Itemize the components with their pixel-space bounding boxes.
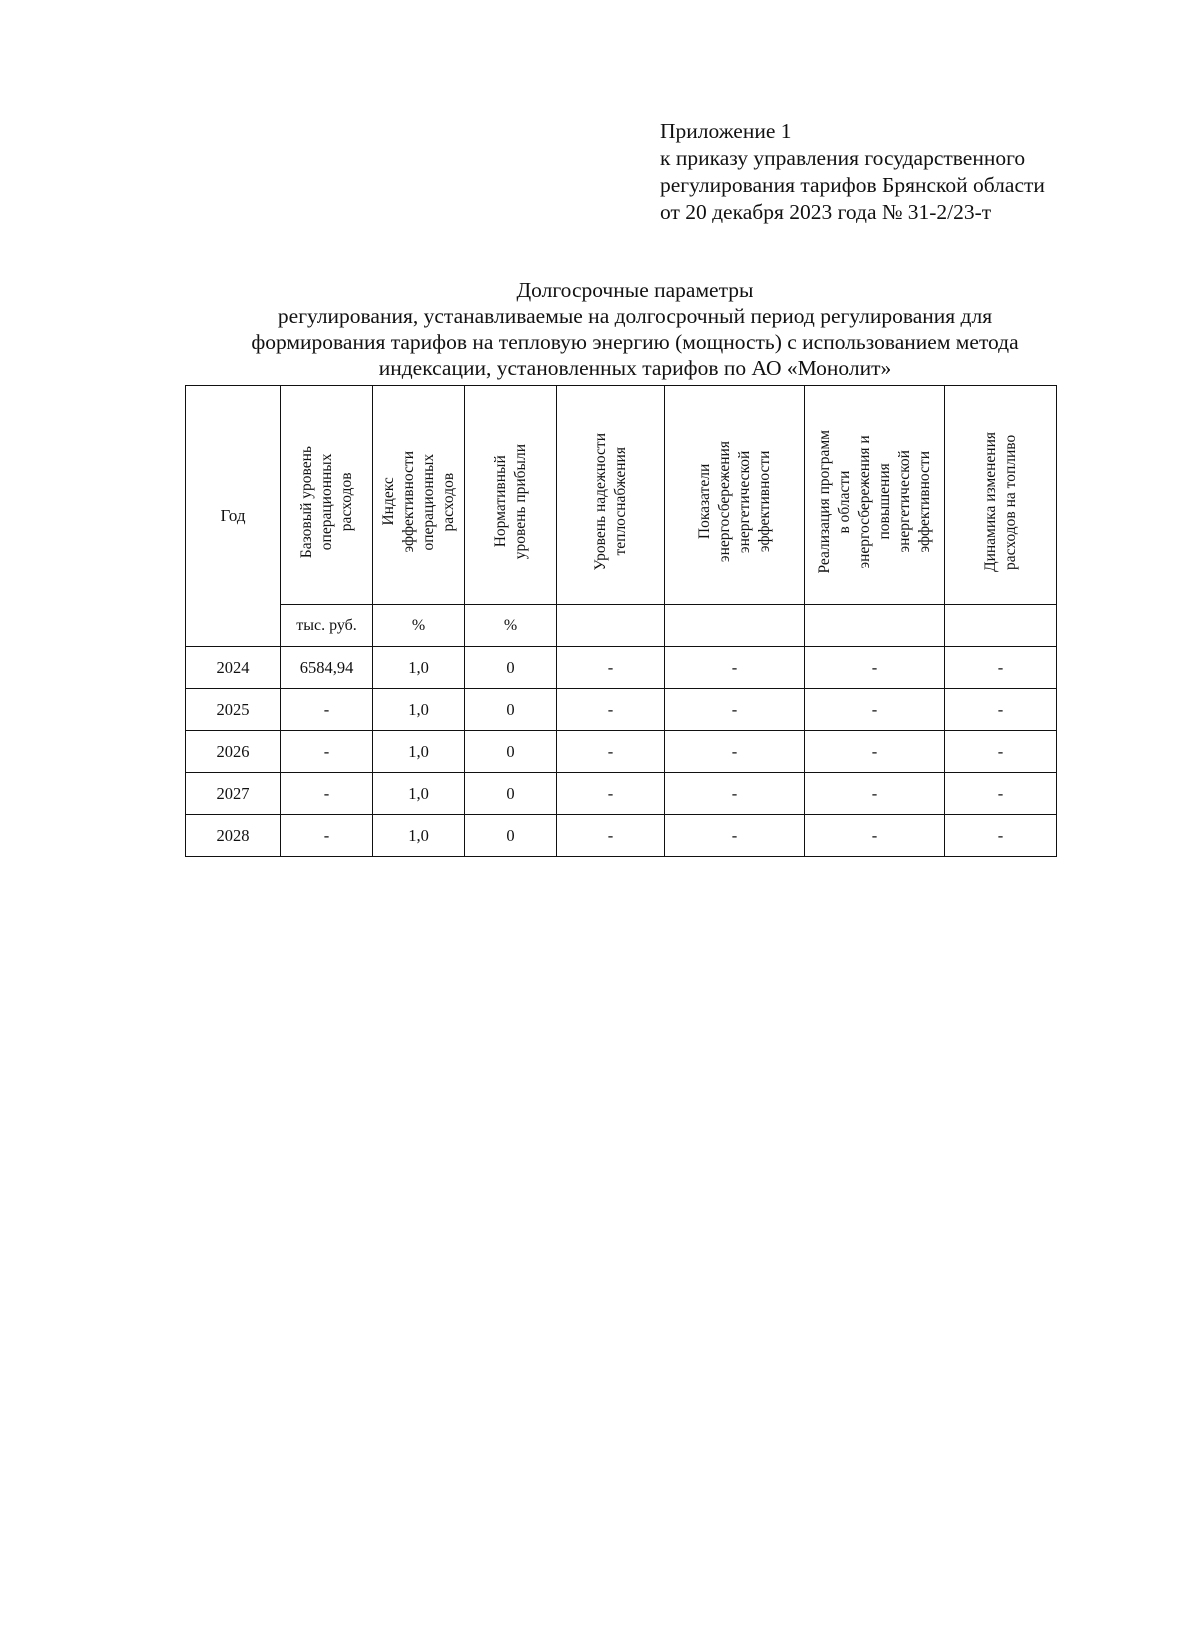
year-cell: 2027	[186, 773, 281, 815]
column-header	[945, 386, 1057, 605]
table-cell: 0	[465, 647, 557, 689]
table-row	[186, 647, 1057, 689]
appendix-line: Приложение 1	[660, 119, 792, 143]
table-cell: 1,0	[373, 731, 465, 773]
table-cell: -	[557, 731, 665, 773]
column-header	[465, 386, 557, 605]
table-cell: -	[557, 773, 665, 815]
table-cell: -	[805, 689, 945, 731]
year-cell: 2028	[186, 815, 281, 857]
table-cell: -	[665, 689, 805, 731]
table-cell: 0	[465, 815, 557, 857]
year-column-header: Год	[186, 386, 281, 647]
unit-cell: %	[465, 605, 557, 647]
column-header	[665, 386, 805, 605]
table-cell: 1,0	[373, 773, 465, 815]
column-header-label: Базовый уровень операционных расходов	[297, 445, 355, 559]
table-cell: -	[805, 815, 945, 857]
table-cell: -	[665, 815, 805, 857]
column-header-label: Динамика изменения расходов на топливо	[981, 432, 1019, 572]
table-cell: -	[805, 731, 945, 773]
year-cell: 2024	[186, 647, 281, 689]
table-cell: 0	[465, 773, 557, 815]
column-header-label: Уровень надежности теплоснабжения	[591, 433, 629, 571]
table-cell: -	[805, 773, 945, 815]
appendix-line: от 20 декабря 2023 года № 31-2/23-т	[660, 200, 992, 224]
unit-cell	[945, 605, 1057, 647]
appendix-reference	[660, 118, 1180, 226]
table-cell: -	[281, 731, 373, 773]
table-cell: -	[665, 773, 805, 815]
table-header-row	[186, 386, 1057, 605]
table-cell: -	[557, 647, 665, 689]
title-line: регулирования, устанавливаемые на долгосрочный период регулирования для	[277, 304, 993, 328]
column-header-label: Показатели энергосбережения энергетической эффективности	[695, 441, 773, 563]
title-line: индексации, установленных тарифов по АО «Монолит»	[378, 356, 892, 380]
table-cell: -	[665, 731, 805, 773]
table-cell: -	[281, 815, 373, 857]
table-cell: -	[557, 689, 665, 731]
table-cell: -	[557, 815, 665, 857]
year-cell: 2025	[186, 689, 281, 731]
table-cell: 1,0	[373, 815, 465, 857]
table-cell: -	[945, 689, 1057, 731]
table-cell: 0	[465, 689, 557, 731]
document-title	[150, 277, 1120, 381]
column-header	[805, 386, 945, 605]
column-header	[373, 386, 465, 605]
column-header-label: Нормативный уровень прибыли	[491, 444, 529, 560]
table-cell: -	[945, 773, 1057, 815]
table-cell: 1,0	[373, 647, 465, 689]
table-row	[186, 689, 1057, 731]
table-row	[186, 773, 1057, 815]
year-cell: 2026	[186, 731, 281, 773]
table-cell: 6584,94	[281, 647, 373, 689]
appendix-line: к приказу управления государственного	[660, 146, 1026, 170]
column-header-label: Реализация программ в области энергосбережения и повышения энергетической эффективности	[815, 430, 933, 574]
table-cell: 0	[465, 731, 557, 773]
title-line: формирования тарифов на тепловую энергию (мощность) с использованием метода	[251, 330, 1019, 354]
column-header-label: Индекс эффективности операционных расходов	[379, 451, 457, 553]
table-cell: 1,0	[373, 689, 465, 731]
table-row	[186, 731, 1057, 773]
table-cell: -	[281, 689, 373, 731]
unit-cell: тыс. руб.	[281, 605, 373, 647]
table-cell: -	[945, 647, 1057, 689]
column-header	[557, 386, 665, 605]
table-cell: -	[945, 815, 1057, 857]
table-row	[186, 815, 1057, 857]
table-cell: -	[665, 647, 805, 689]
units-row	[186, 605, 1057, 647]
title-line: Долгосрочные параметры	[516, 278, 754, 302]
unit-cell: %	[373, 605, 465, 647]
unit-cell	[557, 605, 665, 647]
unit-cell	[805, 605, 945, 647]
table-cell: -	[281, 773, 373, 815]
table-cell: -	[945, 731, 1057, 773]
unit-cell	[665, 605, 805, 647]
parameters-table	[185, 385, 1057, 857]
column-header	[281, 386, 373, 605]
appendix-line: регулирования тарифов Брянской области	[660, 173, 1045, 197]
table-cell: -	[805, 647, 945, 689]
